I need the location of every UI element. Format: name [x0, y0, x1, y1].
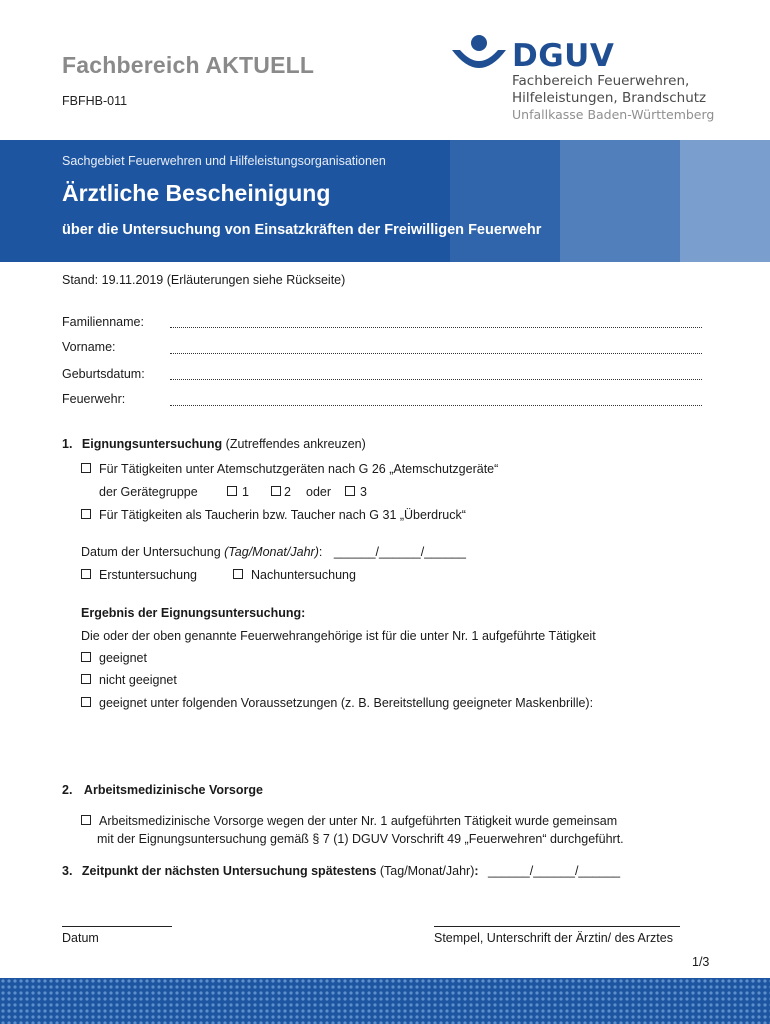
section3-title-note: (Tag/Monat/Jahr)	[376, 864, 475, 878]
section2-row	[81, 814, 617, 828]
exam-date-colon: :	[318, 545, 323, 559]
signature-stamp-label: Stempel, Unterschrift der Ärztin/ des Arztes	[434, 931, 673, 945]
result-not-suitable-row	[81, 673, 177, 687]
result-conditional-checkbox[interactable]	[81, 697, 91, 707]
group-1-label: 1	[242, 485, 249, 499]
section1-title: Eignungsuntersuchung	[81, 437, 223, 451]
section3-colon: :	[474, 864, 479, 878]
section2-checkbox[interactable]	[81, 815, 91, 825]
exam-date-input[interactable]: ______/______/______	[333, 545, 466, 559]
group-2-row	[271, 485, 291, 499]
first-exam-checkbox[interactable]	[81, 569, 91, 579]
result-text: Die oder der oben genannte Feuerwehrangehörige ist für die unter Nr. 1 aufgeführte Tätigkeit	[81, 629, 596, 643]
option-g31-row	[81, 508, 466, 522]
group-1-row	[227, 485, 249, 499]
document-code: FBFHB-011	[62, 94, 128, 108]
next-exam-date-input[interactable]: ______/______/______	[488, 864, 621, 878]
date-signature-line[interactable]	[62, 926, 172, 927]
signature-date-label: Datum	[62, 931, 99, 945]
title-band	[0, 140, 770, 262]
result-conditional-label: geeignet unter folgenden Voraussetzungen (z. B. Bereitstellung geeigneter Maskenbrille):	[99, 696, 594, 710]
exam-date-label: Datum der Untersuchung	[81, 545, 225, 559]
group-or-label: oder	[306, 485, 332, 499]
option-g26-label: Für Tätigkeiten unter Atemschutzgeräten nach G 26 „Atemschutzgeräte“	[99, 462, 499, 476]
group-2-label: 2	[284, 485, 291, 499]
dguv-logo-icon	[450, 34, 508, 76]
section2-text-line2: mit der Eignungsuntersuchung gemäß § 7 (1) DGUV Vorschrift 49 „Feuerwehren“ durchgeführt.	[97, 832, 624, 846]
footer-pattern	[0, 978, 770, 1024]
section3-heading	[62, 864, 620, 878]
logo-subtitle-line2: Hilfeleistungen, Brandschutz	[512, 90, 707, 106]
result-suitable-label: geeignet	[99, 651, 147, 665]
stamp-signature-line[interactable]	[434, 926, 680, 927]
group-3-row	[345, 485, 367, 499]
document-title: Ärztliche Bescheinigung	[62, 180, 331, 206]
result-suitable-checkbox[interactable]	[81, 652, 91, 662]
field-label-familienname: Familienname:	[62, 315, 144, 329]
result-heading: Ergebnis der Eignungsuntersuchung:	[81, 606, 306, 620]
section2-title: Arbeitsmedizinische Vorsorge	[83, 783, 263, 797]
option-g26-row	[81, 462, 498, 476]
follow-exam-label: Nachuntersuchung	[251, 568, 356, 582]
section2-heading	[62, 783, 263, 797]
section1-number: 1.	[62, 437, 73, 451]
brand-title: Fachbereich AKTUELL	[62, 52, 315, 78]
first-exam-row	[81, 568, 197, 582]
page-number: 1/3	[692, 955, 710, 969]
feuerwehr-input[interactable]	[170, 405, 702, 406]
group-label: der Gerätegruppe	[99, 485, 198, 499]
option-g26-checkbox[interactable]	[81, 463, 91, 473]
option-g31-label: Für Tätigkeiten als Taucherin bzw. Taucher nach G 31 „Überdruck“	[99, 508, 466, 522]
dguv-logo-word: DGUV	[512, 38, 615, 74]
exam-date-row	[81, 545, 466, 559]
exam-date-hint: (Tag/Monat/Jahr)	[224, 545, 319, 559]
section3-title: Zeitpunkt der nächsten Untersuchung spätestens	[81, 864, 377, 878]
group-2-checkbox[interactable]	[271, 486, 281, 496]
group-3-checkbox[interactable]	[345, 486, 355, 496]
band-subtitle: Sachgebiet Feuerwehren und Hilfeleistungsorganisationen	[62, 154, 386, 168]
section2-number: 2.	[62, 783, 73, 797]
first-exam-label: Erstuntersuchung	[99, 568, 197, 582]
familienname-input[interactable]	[170, 327, 702, 328]
field-label-geburtsdatum: Geburtsdatum:	[62, 367, 145, 381]
field-label-feuerwehr: Feuerwehr:	[62, 392, 126, 406]
section3-number: 3.	[62, 864, 73, 878]
group-1-checkbox[interactable]	[227, 486, 237, 496]
option-g31-checkbox[interactable]	[81, 509, 91, 519]
vorname-input[interactable]	[170, 353, 702, 354]
geburtsdatum-input[interactable]	[170, 379, 702, 380]
result-not-suitable-label: nicht geeignet	[99, 673, 177, 687]
follow-exam-checkbox[interactable]	[233, 569, 243, 579]
result-conditional-row	[81, 696, 593, 710]
logo-subtitle-line1: Fachbereich Feuerwehren,	[512, 73, 690, 89]
result-suitable-row	[81, 651, 147, 665]
group-3-label: 3	[360, 485, 367, 499]
result-not-suitable-checkbox[interactable]	[81, 674, 91, 684]
follow-exam-row	[233, 568, 356, 582]
logo-subtitle-line3: Unfallkasse Baden-Württemberg	[512, 107, 715, 122]
section1-heading	[62, 437, 366, 451]
field-label-vorname: Vorname:	[62, 340, 116, 354]
stand-date: Stand: 19.11.2019 (Erläuterungen siehe Rückseite)	[62, 273, 346, 287]
document-description: über die Untersuchung von Einsatzkräften der Freiwilligen Feuerwehr	[62, 222, 542, 238]
section1-title-note: (Zutreffendes ankreuzen)	[222, 437, 366, 451]
section2-text-line1: Arbeitsmedizinische Vorsorge wegen der unter Nr. 1 aufgeführten Tätigkeit wurde gemeinsam	[99, 814, 618, 828]
